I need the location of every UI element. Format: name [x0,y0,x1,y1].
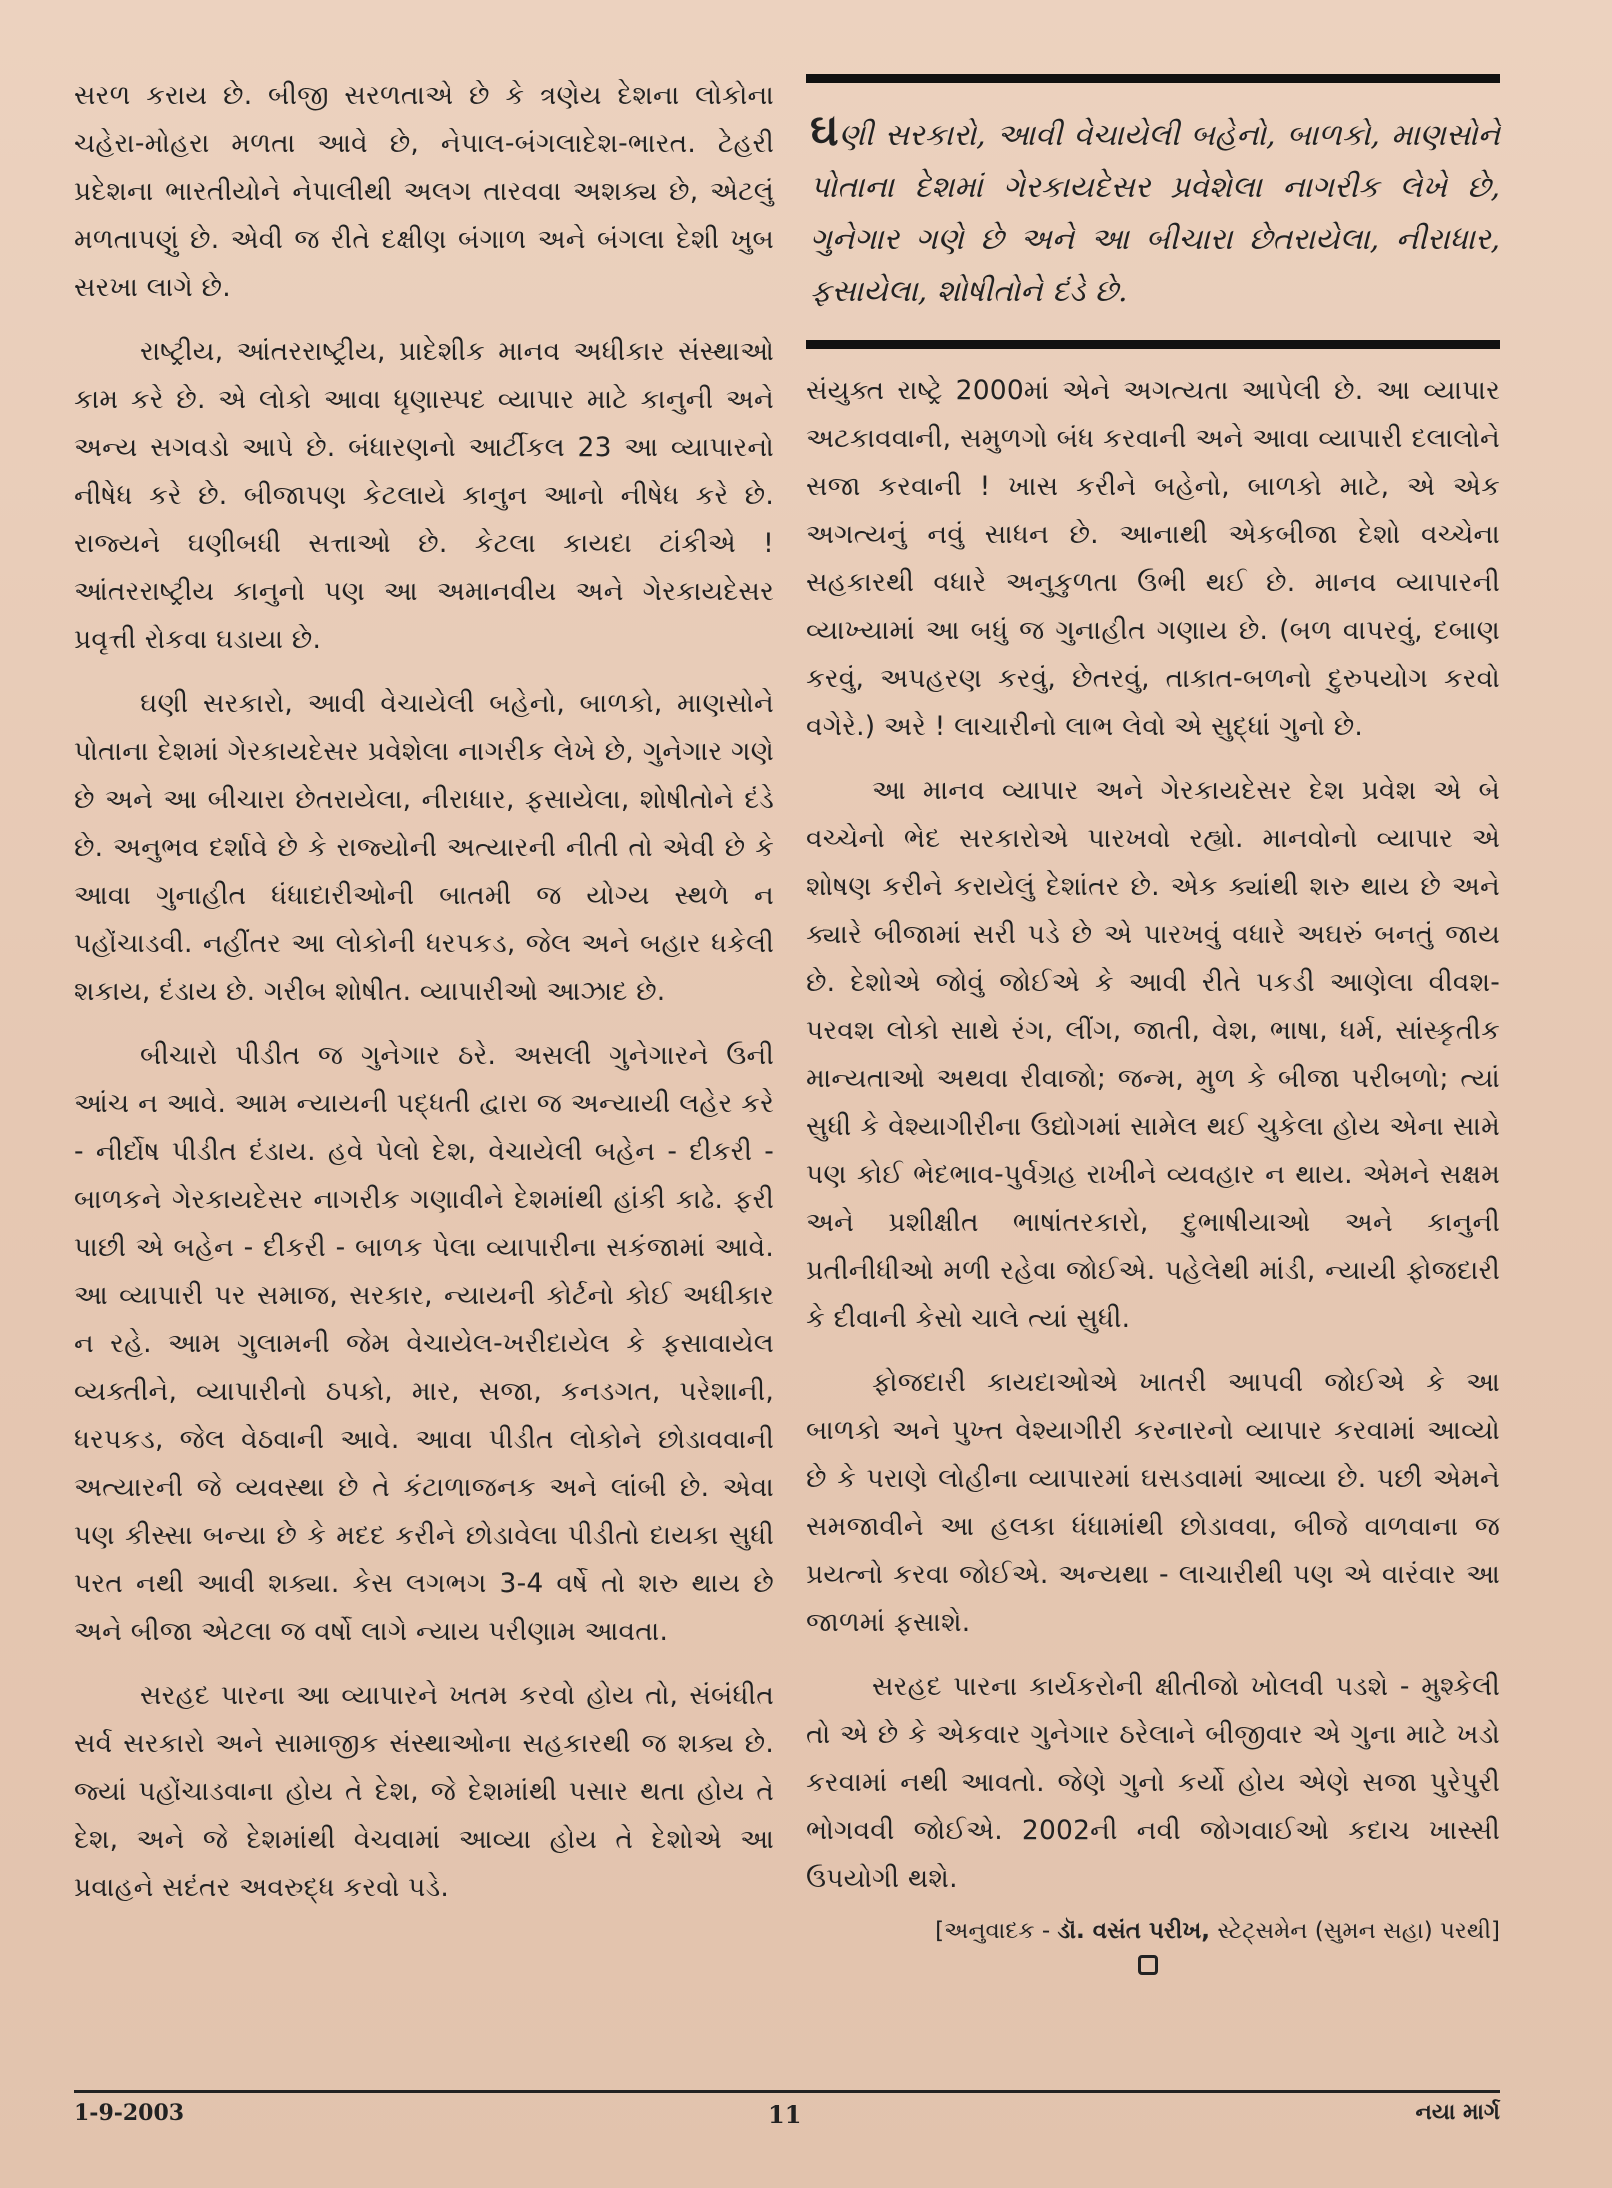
page-number: 11 [768,2100,802,2129]
pull-quote-top-rule [806,74,1500,83]
pull-quote-body: ણી સરકારો, આવી વેચાયેલી બહેનો, બાળકો, માણસોને પોતાના દેશમાં ગેરકાયદેસર પ્રવેશેલા નાગરીક લેખે છે, ગુનેગાર ગણે છે અને આ બીચારા છેતરાયેલા, નીરાધાર, ફસાયેલા, શોષીતોને દંડે છે. [810,118,1500,309]
footer-rule [74,2090,1500,2093]
pull-quote-bottom-rule [806,340,1500,349]
end-mark [1138,1955,1158,1975]
credit-suffix: સ્ટેટ્સમેન (સુમન સહા) પરથી] [1210,1918,1500,1944]
left-paragraph-1: સરળ કરાય છે. બીજી સરળતાએ છે કે ત્રણેય દેશના લોકોના ચહેરા-મોહરા મળતા આવે છે, નેપાલ-બંગલાદેશ-ભારત. ટેહરી પ્રદેશના ભારતીયોને નેપાલીથી અલગ તારવવા અશક્ય છે, એટલું મળતાપણું છે. એવી જ રીતે દક્ષીણ બંગાળ અને બંગલા દેશી ખુબ સરખા લાગે છે. [74,80,774,303]
left-paragraph-4: બીચારો પીડીત જ ગુનેગાર ઠરે. અસલી ગુનેગારને ઉની આંચ ન આવે. આમ ન્યાયની પદ્ધતી દ્વારા જ અન્યાયી લહેર કરે - નીર્દોષ પીડીત દંડાય. હવે પેલો દેશ, વેચાયેલી બહેન - દીકરી - બાળકને ગેરકાયદેસર નાગરીક ગણાવીને દેશમાંથી હાંકી કાઢે. ફરી પાછી એ બહેન - દીકરી - બાળક પેલા વ્યાપારીના સકંજામાં આવે. આ વ્યાપારી પર સમાજ, સરકાર, ન્યાયની કોર્ટનો કોઈ અધીકાર ન રહે. આમ ગુલામની જેમ વેચાયેલ-ખરીદાયેલ કે ફસાવાયેલ વ્યક્તીને, વ્યાપારીનો ઠપકો, માર, સજા, કનડગત, પરેશાની, ધરપકડ, જેલ વેઠવાની આવે. આવા પીડીત લોકોને છોડાવવાની અત્યારની જે વ્યવસ્થા છે તે કંટાળાજનક અને લાંબી છે. એવા પણ કીસ્સા બન્યા છે કે મદદ કરીને છોડાવેલા પીડીતો દાયકા સુધી પરત નથી આવી શક્યા. કેસ લગભગ 3-4 વર્ષે તો શરુ થાય છે અને બીજા એટલા જ વર્ષો લાગે ન્યાય પરીણામ આવતા. [74,1040,774,1647]
pull-quote [806,74,1500,349]
right-paragraph-1: સંયુક્ત રાષ્ટ્રે 2000માં એને અગત્યતા આપેલી છે. આ વ્યાપાર અટકાવવાની, સમુળગો બંધ કરવાની અને આવા વ્યાપારી દલાલોને સજા કરવાની ! ખાસ કરીને બહેનો, બાળકો માટે, એ એક અગત્યનું નવું સાધન છે. આનાથી એકબીજા દેશો વચ્ચેના સહકારથી વધારે અનુકુળતા ઉભી થઈ છે. માનવ વ્યાપારની વ્યાખ્યામાં આ બધું જ ગુનાહીત ગણાય છે. (બળ વાપરવું, દબાણ કરવું, અપહરણ કરવું, છેતરવું, તાકાત-બળનો દુરુપયોગ કરવો વગેરે.) અરે ! લાચારીનો લાભ લેવો એ સુદ્ધાં ગુનો છે. [806,375,1500,742]
left-paragraph-3: ઘણી સરકારો, આવી વેચાયેલી બહેનો, બાળકો, માણસોને પોતાના દેશમાં ગેરકાયદેસર પ્રવેશેલા નાગરીક લેખે છે, ગુનેગાર ગણે છે અને આ બીચારા છેતરાયેલા, નીરાધાર, ફસાયેલા, શોષીતોને દંડે છે. અનુભવ દર્શાવે છે કે રાજ્યોની અત્યારની નીતી તો એવી છે કે આવા ગુનાહીત ધંધાદારીઓની બાતમી જ યોગ્ય સ્થળે ન પહોંચાડવી. નહીંતર આ લોકોની ધરપકડ, જેલ અને બહાર ધકેલી શકાય, દંડાય છે. ગરીબ શોષીત. વ્યાપારીઓ આઝાદ છે. [74,688,774,1007]
left-paragraph-5: સરહદ પારના આ વ્યાપારને ખતમ કરવો હોય તો, સંબંધીત સર્વ સરકારો અને સામાજીક સંસ્થાઓના સહકારથી જ શક્ય છે. જ્યાં પહોંચાડવાના હોય તે દેશ, જે દેશમાંથી પસાર થતા હોય તે દેશ, અને જે દેશમાંથી વેચવામાં આવ્યા હોય તે દેશોએ આ પ્રવાહને સદંતર અવરુદ્ધ કરવો પડે. [74,1680,774,1903]
pull-quote-text [806,83,1500,340]
pull-quote-drop-cap: ઘ [810,105,839,156]
translator-credit [806,1911,1500,1951]
left-paragraph-2: રાષ્ટ્રીય, આંતરરાષ્ટ્રીય, પ્રાદેશીક માનવ અધીકાર સંસ્થાઓ કામ કરે છે. એ લોકો આવા ધૃણાસ્પદ વ્યાપાર માટે કાનુની અને અન્ય સગવડો આપે છે. બંધારણનો આર્ટીકલ 23 આ વ્યાપારનો નીષેધ કરે છે. બીજાપણ કેટલાયે કાનુન આનો નીષેધ કરે છે. રાજ્યને ઘણીબધી સત્તાઓ છે. કેટલા કાયદા ટાંકીએ ! આંતરરાષ્ટ્રીય કાનુનો પણ આ અમાનવીય અને ગેરકાયદેસર પ્રવૃત્તી રોકવા ઘડાયા છે. [74,336,774,655]
right-column [806,72,1500,1975]
right-paragraph-3: ફોજદારી કાયદાઓએ ખાતરી આપવી જોઈએ કે આ બાળકો અને પુખ્ત વેશ્યાગીરી કરનારનો વ્યાપાર કરવામાં આવ્યો છે કે પરાણે લોહીના વ્યાપારમાં ઘસડવામાં આવ્યા છે. પછી એમને સમજાવીને આ હલકા ધંધામાંથી છોડાવવા, બીજે વાળવાના જ પ્રયત્નો કરવા જોઈએ. અન્યથા - લાચારીથી પણ એ વારંવાર આ જાળમાં ફસાશે. [806,1367,1500,1638]
credit-prefix: [અનુવાદક - [935,1918,1058,1944]
credit-translator: ડૉ. વસંત પરીખ, [1057,1918,1211,1944]
left-column [74,72,774,1912]
right-paragraph-2: આ માનવ વ્યાપાર અને ગેરકાયદેસર દેશ પ્રવેશ એ બે વચ્ચેનો ભેદ સરકારોએ પારખવો રહ્યો. માનવોનો વ્યાપાર એ શોષણ કરીને કરાયેલું દેશાંતર છે. એક ક્યાંથી શરુ થાય છે અને ક્યારે બીજામાં સરી પડે છે એ પારખવું વધારે અઘરું બનતું જાય છે. દેશોએ જોવું જોઈએ કે આવી રીતે પકડી આણેલા વીવશ-પરવશ લોકો સાથે રંગ, લીંગ, જાતી, વેશ, ભાષા, ધર્મ, સાંસ્કૃતીક માન્યતાઓ અથવા રીવાજો; જન્મ, મુળ કે બીજા પરીબળો; ત્યાં સુધી કે વેશ્યાગીરીના ઉદ્યોગમાં સામેલ થઈ ચુકેલા હોય એના સામે પણ કોઈ ભેદભાવ-પુર્વગ્રહ રાખીને વ્યવહાર ન થાય. એમને સક્ષમ અને પ્રશીક્ષીત ભાષાંતરકારો, દુભાષીયાઓ અને કાનુની પ્રતીનીધીઓ મળી રહેવા જોઈએ. પહેલેથી માંડી, ન્યાયી ફોજદારી કે દીવાની કેસો ચાલે ત્યાં સુધી. [806,775,1500,1334]
magazine-name: નયા માર્ગ [1415,2100,1500,2125]
right-paragraph-4: સરહદ પારના કાર્યકરોની ક્ષીતીજો ખોલવી પડશે - મુશ્કેલી તો એ છે કે એકવાર ગુનેગાર ઠરેલાને બીજીવાર એ ગુના માટે ખડો કરવામાં નથી આવતો. જેણે ગુનો કર્યો હોય એણે સજા પુરેપુરી ભોગવવી જોઈએ. 2002ની નવી જોગવાઈઓ કદાચ ખાસ્સી ઉપયોગી થશે. [806,1671,1500,1894]
issue-date: 1-9-2003 [74,2100,185,2126]
